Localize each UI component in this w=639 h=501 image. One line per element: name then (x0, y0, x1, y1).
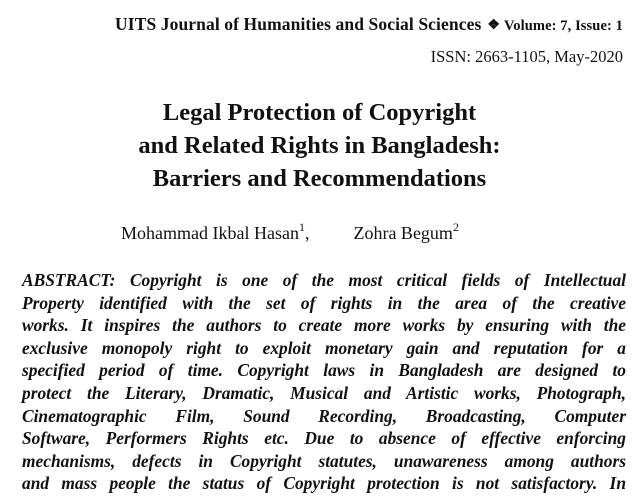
title-line: Legal Protection of Copyright (162, 99, 477, 126)
journal-running-head (115, 14, 623, 35)
abstract-paragraph (22, 269, 626, 495)
author-name: Zohra Begum (353, 223, 453, 243)
abstract-line: ABSTRACT: Copyright is one of the most critical fields of Intellectual (22, 270, 626, 290)
title-line: and Related Rights in Bangladesh: (138, 132, 501, 159)
issn-date: ISSN: 2663-1105, May-2020 (430, 47, 623, 66)
abstract-line: specified period of time. Copyright laws in Bangladesh are designed to (22, 360, 626, 381)
volume-issue: Volume: 7, Issue: 1 (504, 18, 623, 34)
diamond-separator-icon: ❖ (487, 18, 501, 33)
abstract-line: Cinematographic Film, Sound Recording, Broadcasting, Computer (22, 405, 626, 426)
author-name: Mohammad Ikbal Hasan (121, 223, 299, 243)
abstract-line: mechanisms, defects in Copyright statutes, unawareness among authors (22, 450, 626, 471)
abstract-line: Software, Performers Rights etc. Due to absence of effective enforcing (22, 428, 626, 449)
paper-title (0, 96, 639, 195)
abstract-line: and mass people the status of Copyright protection is not satisfactory. In (22, 473, 626, 494)
abstract-line: exclusive monopoly right to exploit monetary gain and reputation for a (22, 337, 626, 358)
author-affiliation-mark: 2 (452, 220, 459, 234)
abstract-line: works. It inspires the authors to create more works by ensuring with the (22, 315, 626, 336)
abstract-line: protect the Literary, Dramatic, Musical and Artistic works, Photograph, (22, 382, 626, 403)
title-line: Barriers and Recommendations (152, 165, 487, 192)
author-affiliation-mark: 1 (298, 220, 305, 234)
author-list (121, 221, 459, 244)
abstract-line: Property identified with the set of rights in the area of the creative (22, 292, 626, 313)
author-separator: , (304, 223, 310, 243)
journal-name: UITS Journal of Humanities and Social Sciences (115, 14, 482, 34)
